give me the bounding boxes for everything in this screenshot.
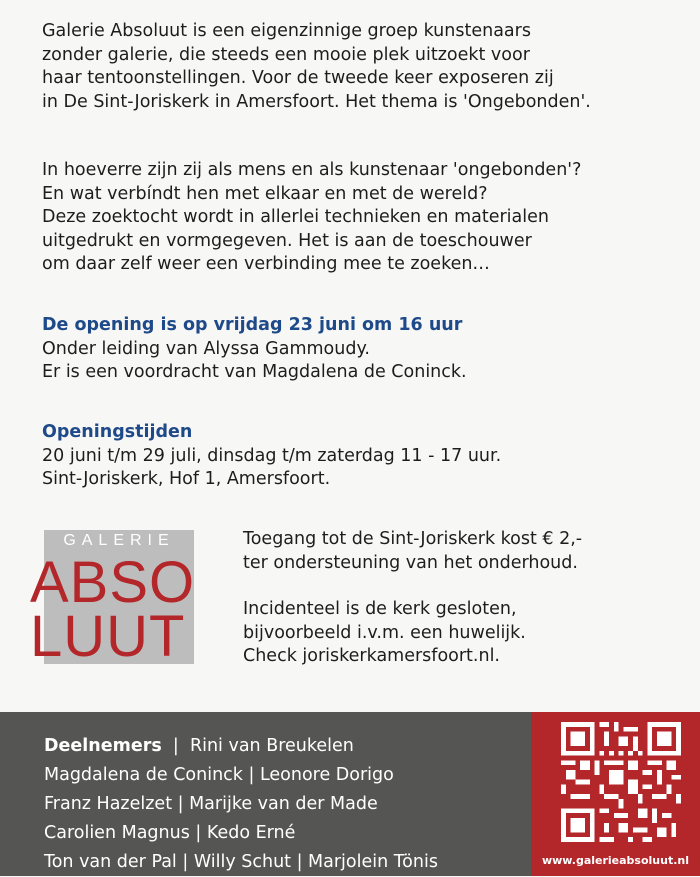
participants-line: Ton van der Pal | Willy Schut | Marjolein Tönis [44,852,438,872]
opening-hours-heading: Openingstijden [42,422,193,442]
question-line: om daar zelf weer een verbinding mee te zoeken… [42,254,490,274]
entry-line: Toegang tot de Sint-Joriskerk kost € 2,- [243,529,583,549]
opening-hours-line: 20 juni t/m 29 juli, dinsdag t/m zaterdag 11 - 17 uur. [42,445,502,466]
question-line: In hoeverre zijn zij als mens en als kunstenaar 'ongebonden'? [42,160,582,180]
opening-hours-section [42,421,682,492]
website-link[interactable]: www.galerieabsoluut.nl [541,854,690,867]
footer-band [0,712,700,876]
participants-line: Carolien Magnus | Kedo Erné [44,823,296,843]
question-line: uitgedrukt en vormgegeven. Het is aan de toeschouwer [42,230,532,251]
participants-line: Magdalena de Coninck | Leonore Dorigo [44,765,394,785]
qr-panel [531,712,700,876]
closure-notice-paragraph [243,598,526,669]
logo-luut-text: LUUT [30,604,186,669]
intro-line: zonder galerie, die steeds een mooie plek uitzoekt voor [42,44,530,65]
intro-line: haar tentoonstellingen. Voor de tweede keer exposeren zij [42,68,554,88]
intro-paragraph [42,20,682,114]
opening-line: Er is een voordracht van Magdalena de Coninck. [42,362,467,382]
closure-line: Incidenteel is de kerk gesloten, [243,599,517,619]
intro-line: in De Sint-Joriskerk in Amersfoort. Het thema is 'Ongebonden'. [42,91,591,112]
participants-line: Franz Hazelzet | Marijke van der Made [44,794,378,814]
opening-line: Onder leiding van Alyssa Gammoudy. [42,338,370,359]
qr-code-icon [561,722,681,842]
question-paragraph [42,159,682,277]
participants-list [44,732,438,877]
entry-line: ter ondersteuning van het onderhoud. [243,552,578,573]
participants-label: Deelnemers [44,736,162,756]
participants-first-line [44,732,438,761]
opening-hours-line: Sint-Joriskerk, Hof 1, Amersfoort. [42,469,331,489]
question-line: Deze zoektocht wordt in allerlei technieken en materialen [42,207,549,227]
participant-name: Rini van Breukelen [189,736,354,756]
logo-abso-text: ABSO [30,550,196,615]
closure-line: Check joriskerkamersfoort.nl. [243,646,500,666]
entry-fee-paragraph [243,528,582,575]
galerie-absoluut-logo [30,530,211,670]
closure-line: bijvoorbeeld i.v.m. een huwelijk. [243,622,526,643]
question-line: En wat verbíndt hen met elkaar en met de wereld? [42,183,488,204]
intro-line: Galerie Absoluut is een eigenzinnige groep kunstenaars [42,21,531,41]
logo-galerie-text: GALERIE [63,532,175,549]
separator: | [167,736,185,756]
opening-heading: De opening is op vrijdag 23 juni om 16 uur [42,315,463,335]
opening-section [42,314,682,385]
